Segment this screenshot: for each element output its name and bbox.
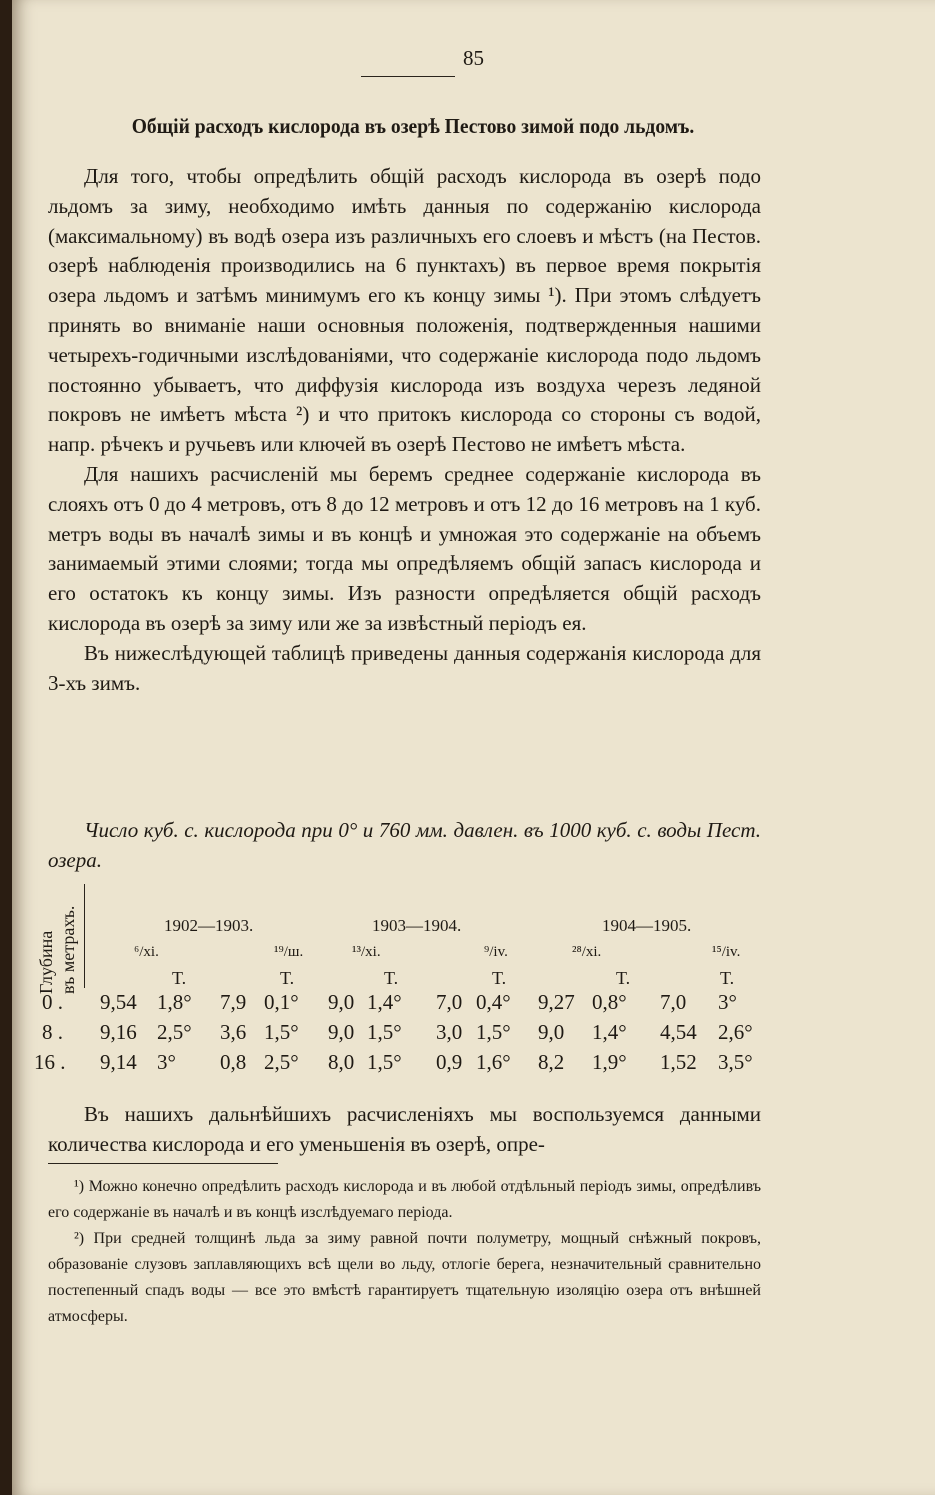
table-cell: 1,4° [367,990,402,1014]
table-cell: 1,5° [367,1020,402,1044]
table-cell: 9,0 [538,1020,565,1044]
table-cell: 1,4° [592,1020,627,1044]
table-cell: 9,14 [100,1050,137,1074]
date-header: ¹³/xi. [352,944,381,960]
table-cell: 9,54 [100,990,137,1014]
depth-label: 8 . [42,1020,63,1044]
table-cell: 9,0 [328,1020,355,1044]
table-cell: 3° [718,990,737,1014]
table-cell: 2,5° [264,1050,299,1074]
depth-label: 16 . [34,1050,66,1074]
table-cell: 1,9° [592,1050,627,1074]
paragraph-2: Для нашихъ расчисленій мы беремъ среднее содержаніе кислорода въ слояхъ отъ 0 до 4 метровъ, отъ 8 до 12 метровъ и отъ 12 до 16 метровъ на 1 куб. метръ воды въ началѣ зимы и въ концѣ и умножая это содержаніе на объемъ занимаемый этими слоями; тогда мы опредѣляемъ общій запасъ кислорода и его остатокъ къ концу зимы. Изъ разности опредѣляется общій расходъ кислорода въ озерѣ за зиму или же за извѣстный періодъ ея. [48,461,761,635]
year-header-1: 1902—1903. [164,916,254,935]
book-page [12,0,935,1495]
table-cell: 1,5° [476,1020,511,1044]
table-cell: 3,5° [718,1050,753,1074]
page-number: 85 [463,46,484,70]
table-cell: 9,27 [538,990,575,1014]
table-cell: 3,6 [220,1020,247,1044]
footnote-1: ¹) Можно конечно опредѣлить расходъ кислорода и въ любой отдѣльный періодъ зимы, опредѣливъ его содержаніе въ началѣ и въ концѣ изслѣдуемаго періода. [48,1178,761,1221]
depth-label: 0 . [42,990,63,1014]
section-heading: Общій расходъ кислорода въ озерѣ Пестово зимой подо льдомъ. [131,114,695,138]
footnotes [48,1174,761,1330]
depth-column-rule [84,884,85,988]
table-cell: 7,9 [220,990,247,1014]
table-cell: 0,4° [476,990,511,1014]
table-cell: 8,2 [538,1050,565,1074]
unit-header: T. [720,968,735,988]
table-cell: 1,52 [660,1050,697,1074]
depth-header-line-1: Глубина [36,930,56,994]
table-cell: 0,8° [592,990,627,1014]
depth-header-line-2: въ метрахъ. [58,905,78,994]
unit-header: T. [280,968,295,988]
table-cell: 9,16 [100,1020,137,1044]
depth-header [34,882,114,994]
continuation-text [48,1099,761,1159]
footnote-rule [48,1163,278,1164]
table-cell: 1,8° [157,990,192,1014]
table-cell: 0,9 [436,1050,463,1074]
date-header: ²⁸/xi. [572,944,602,960]
table-cell: 2,5° [157,1020,192,1044]
table-caption: Число куб. с. кислорода при 0° и 760 мм. давлен. въ 1000 куб. с. воды Пест. озера. [48,818,761,872]
unit-header: T. [172,968,187,988]
body-text [48,162,761,698]
year-header-2: 1903—1904. [372,916,462,935]
table-cell: 2,6° [718,1020,753,1044]
unit-header: T. [492,968,507,988]
unit-header: T. [384,968,399,988]
page-number-rule [361,76,455,77]
table-cell: 1,5° [367,1050,402,1074]
table-cell: 3,0 [436,1020,463,1044]
table-cell: 3° [157,1050,176,1074]
table-cell: 8,0 [328,1050,355,1074]
date-header: ⁶/xi. [134,944,159,960]
table-cell: 1,5° [264,1020,299,1044]
paragraph-1: Для того, чтобы опредѣлить общій расходъ кислорода въ озерѣ подо льдомъ за зиму, необходимо имѣть данныя по содержанію кислорода (максимальному) въ водѣ озера изъ различныхъ его слоевъ и мѣстъ (на Пестов. озерѣ наблюденія производились на 6 пунктахъ) въ первое время покрытія озера льдомъ и затѣмъ минимумъ его къ концу зимы ¹). При этомъ слѣдуетъ принять во вниманіе наши основныя положенія, подтвержденныя нашими четырехъ-годичными изслѣдованіями, что содержаніе кислорода подо льдомъ постоянно убываетъ, что диффузія кислорода изъ воздуха черезъ ледяной покровъ не имѣетъ мѣста ²) и что притокъ кислорода со стороны съ водой, напр. рѣчекъ и ручьевъ или ключей въ озерѣ Пестово не имѣетъ мѣста. [48,164,761,457]
year-header-3: 1904—1905. [602,916,692,935]
table-cell: 9,0 [328,990,355,1014]
table-cell: 4,54 [660,1020,697,1044]
table-cell: 0,8 [220,1050,247,1074]
oxygen-table [34,878,774,1088]
table-cell: 7,0 [436,990,463,1014]
date-header: ¹⁵/iv. [712,944,741,960]
paragraph-4: Въ нашихъ дальнѣйшихъ расчисленіяхъ мы воспользуемся данными количества кислорода и его уменьшенія въ озерѣ, опре- [48,1102,761,1156]
table-cell: 1,6° [476,1050,511,1074]
table-cell: 0,1° [264,990,299,1014]
date-header: ¹⁹/ш. [274,944,304,960]
footnote-2: ²) При средней толщинѣ льда за зиму равной почти полуметру, мощный снѣжный покровъ, образованіе слузовъ заплавляющихъ всѣ щели во льду, отлогіе берега, незначительный сравнительно постепенный спадъ воды — все это вмѣстѣ гарантируетъ тщательную изоляцію озера отъ внѣшней атмосферы. [48,1230,761,1325]
paragraph-3: Въ нижеслѣдующей таблицѣ приведены данныя содержанія кислорода для 3-хъ зимъ. [48,640,761,695]
date-header: ⁹/iv. [484,944,508,960]
table-cell: 7,0 [660,990,687,1014]
unit-header: T. [616,968,631,988]
